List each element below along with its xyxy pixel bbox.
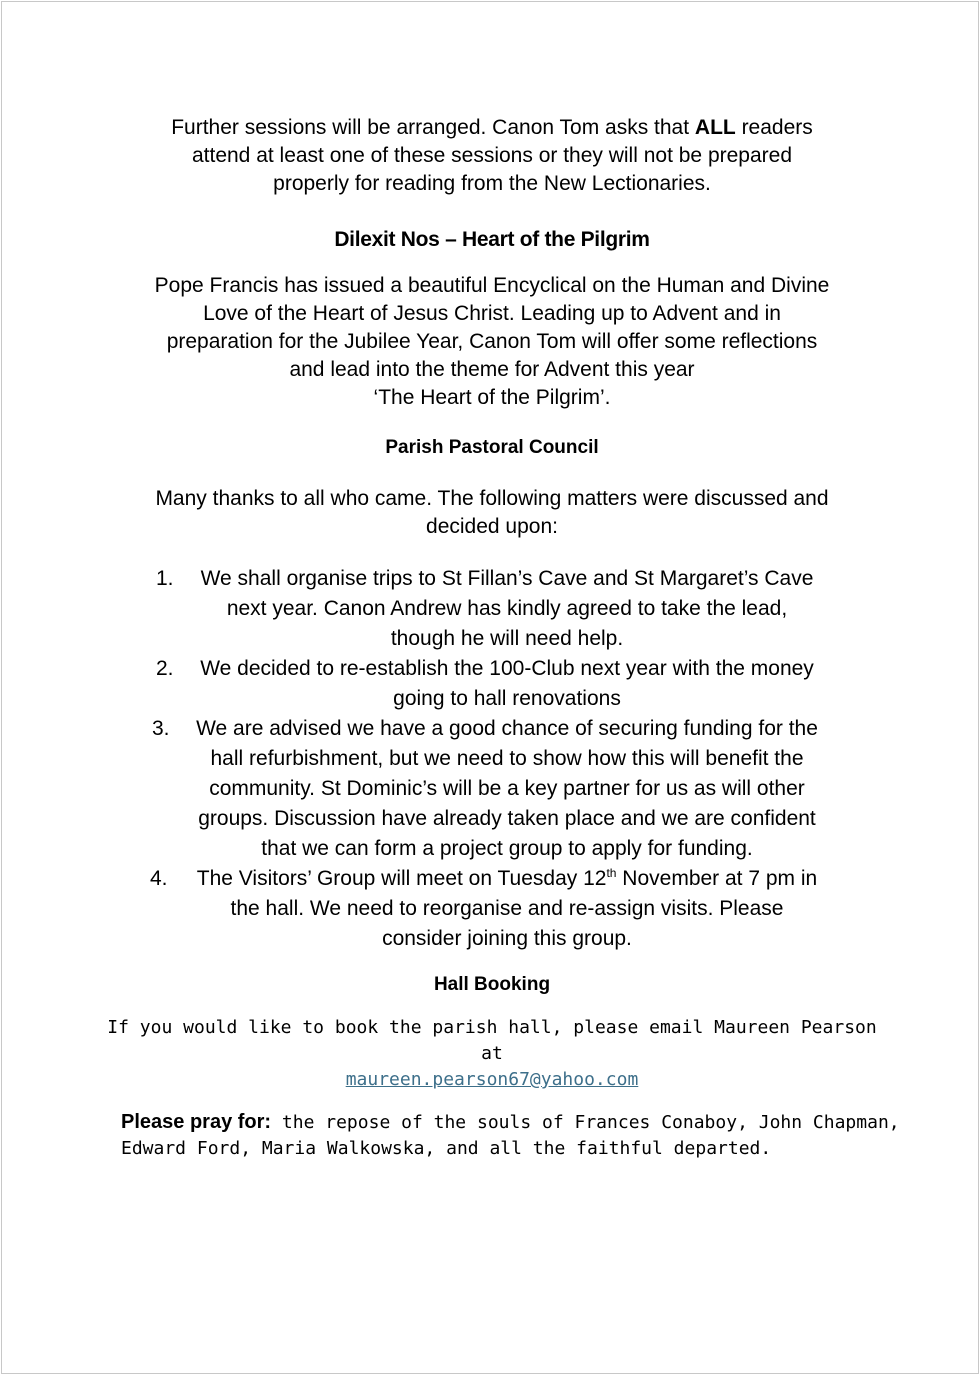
list-item-line: We decided to re-establish the 100-Club next year with the money	[200, 657, 814, 680]
list-number: 1.	[156, 567, 174, 590]
list-item-line: the hall. We need to reorganise and re-assign visits. Please	[230, 897, 784, 920]
list-item-line: groups. Discussion have already taken place and we are confident	[198, 807, 816, 830]
list-item	[142, 564, 872, 654]
list-item-line: We shall organise trips to St Fillan’s Cave and St Margaret’s Cave	[200, 567, 814, 590]
intro-line1-end: readers	[735, 116, 813, 139]
council-decisions-list	[142, 564, 872, 954]
intro-line3: properly for reading from the New Lectionaries.	[273, 172, 711, 195]
list-item-line: that we can form a project group to apply for funding.	[261, 837, 753, 860]
document-page	[1, 1, 979, 1374]
hall-paragraph	[102, 1015, 882, 1093]
list-number: 4.	[150, 867, 168, 890]
list-number: 3.	[152, 717, 170, 740]
intro-line2: attend at least one of these sessions or they will not be prepared	[191, 144, 793, 167]
list-item-line: We are advised we have a good chance of securing funding for the	[196, 717, 818, 740]
list-item-line: consider joining this group.	[382, 927, 632, 950]
hall-line1: If you would like to book the parish hall, please email Maureen Pearson at	[107, 1017, 877, 1064]
council-line1: Many thanks to all who came. The following matters were discussed and	[155, 487, 829, 510]
list-item-line: community. St Dominic’s will be a key partner for us as will other	[209, 777, 805, 800]
list-item-line: hall refurbishment, but we need to show how this will benefit the	[210, 747, 804, 770]
list-item	[142, 714, 872, 864]
council-paragraph	[102, 485, 882, 541]
list-item-line: next year. Canon Andrew has kindly agreed to take the lead,	[226, 597, 788, 620]
council-heading: Parish Pastoral Council	[385, 437, 599, 458]
ordinal-suffix: th	[606, 866, 617, 880]
dilexit-line4: and lead into the theme for Advent this year	[289, 358, 695, 381]
hall-heading: Hall Booking	[433, 974, 551, 995]
list-item-line: The Visitors’ Group will meet on Tuesday 12	[196, 867, 607, 890]
list-item	[142, 864, 872, 954]
prayer-paragraph	[121, 1109, 921, 1162]
council-line2: decided upon:	[426, 515, 558, 538]
list-item-line: going to hall renovations	[393, 687, 621, 710]
intro-all-emphasis: ALL	[694, 116, 736, 139]
intro-line1-text: Further sessions will be arranged. Canon Tom asks that	[171, 116, 695, 139]
dilexit-line5: ‘The Heart of the Pilgrim’.	[373, 386, 611, 409]
list-item-line-end: November at 7 pm in	[616, 867, 818, 890]
intro-paragraph	[102, 114, 882, 198]
list-item	[142, 654, 872, 714]
dilexit-line2: Love of the Heart of Jesus Christ. Leading up to Advent and in	[203, 302, 781, 325]
dilexit-line3: preparation for the Jubilee Year, Canon Tom will offer some reflections	[166, 330, 818, 353]
dilexit-paragraph	[102, 272, 882, 412]
list-item-line: though he will need help.	[390, 627, 624, 650]
prayer-label: Please pray for:	[121, 1111, 272, 1133]
dilexit-heading: Dilexit Nos – Heart of the Pilgrim	[334, 228, 650, 251]
hall-email-link[interactable]: maureen.pearson67@yahoo.com	[345, 1069, 639, 1090]
dilexit-line1: Pope Francis has issued a beautiful Encyclical on the Human and Divine	[154, 274, 830, 297]
list-number: 2.	[156, 657, 174, 680]
prayer-line2: Edward Ford, Maria Walkowska, and all the faithful departed.	[121, 1138, 772, 1159]
prayer-line1: the repose of the souls of Frances Conaboy, John Chapman,	[271, 1112, 900, 1133]
